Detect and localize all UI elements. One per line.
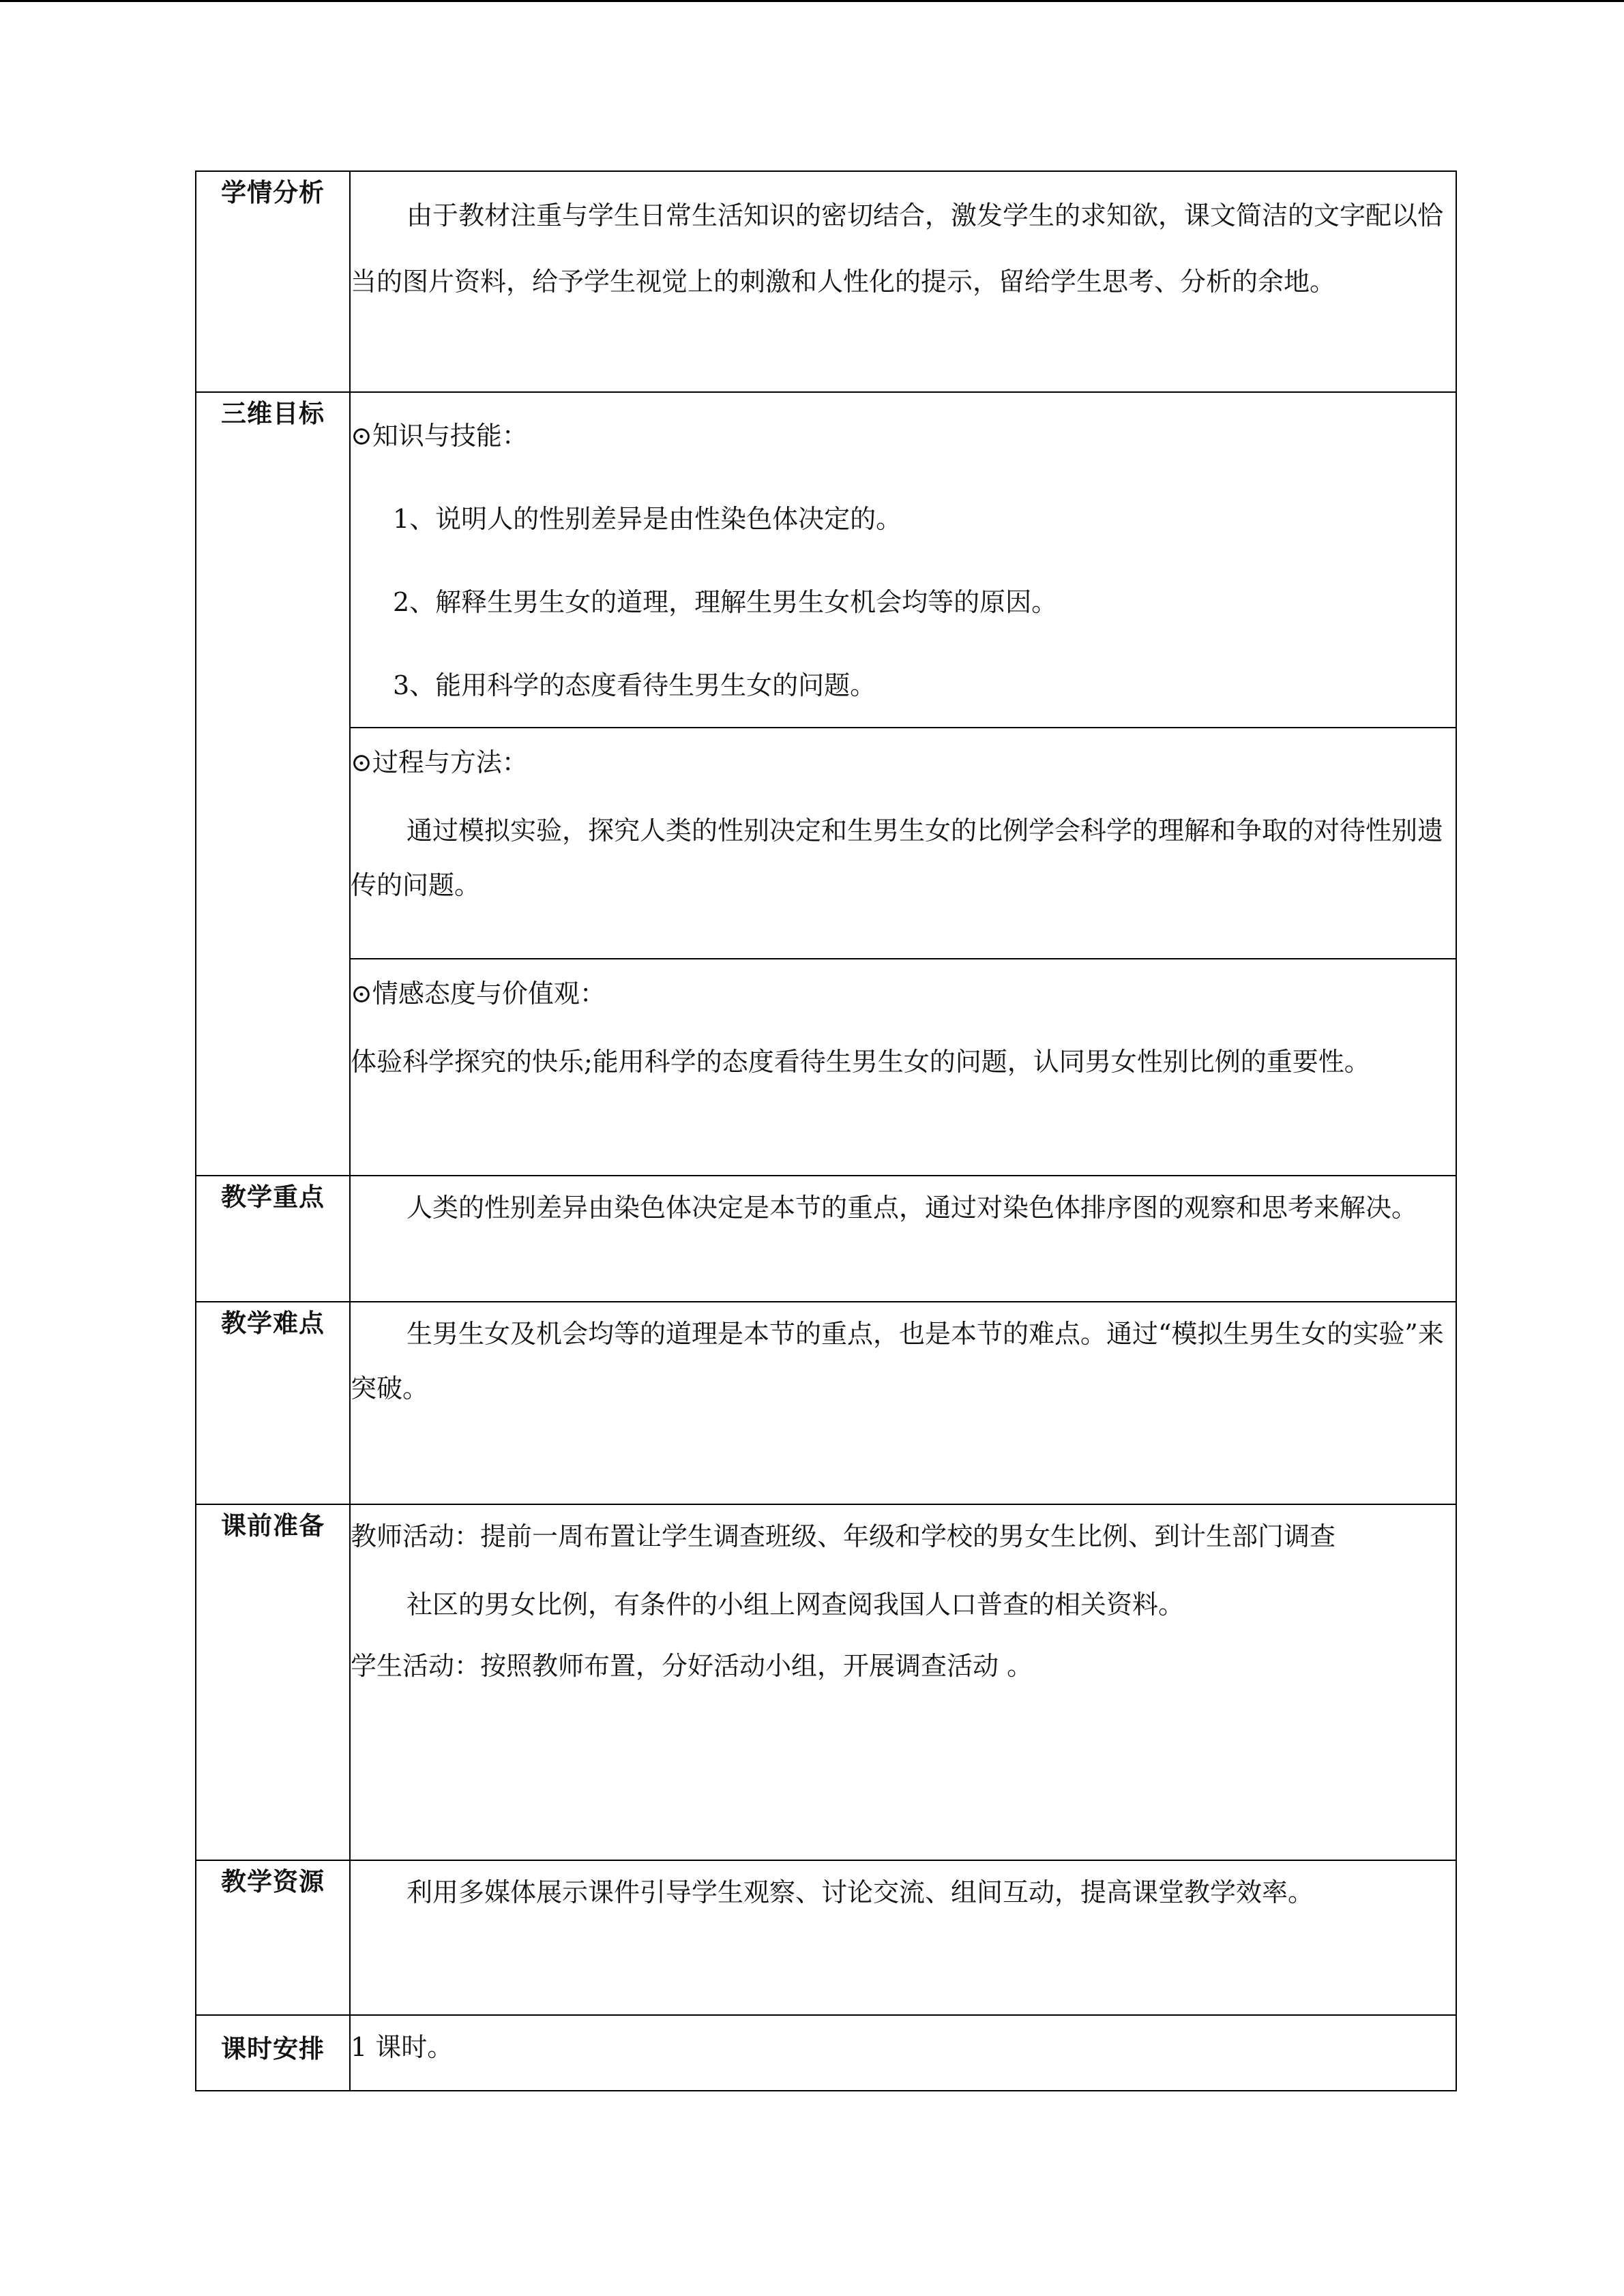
preparation-community-survey: 社区的男女比例，有条件的小组上网查阅我国人口普查的相关资料。 xyxy=(407,1590,1185,1620)
row-label-student-analysis: 学情分析 xyxy=(196,171,350,392)
row-key-points xyxy=(196,1176,1456,1302)
preparation-cell xyxy=(350,1504,1456,1860)
row-label-preparation: 课前准备 xyxy=(196,1504,350,1860)
process-method-cell xyxy=(350,728,1456,959)
schedule-text: 1 课时。 xyxy=(351,2032,454,2062)
row-label-objectives: 三维目标 xyxy=(196,392,350,1176)
student-analysis-text-cell xyxy=(350,171,1456,392)
difficult-points-cell xyxy=(350,1302,1456,1504)
knowledge-skills-cell xyxy=(350,392,1456,728)
schedule-cell xyxy=(350,2015,1456,2091)
emotion-values-heading: ⊙情感态度与价值观： xyxy=(351,979,606,1009)
row-label-schedule: 课时安排 xyxy=(196,2015,350,2091)
row-resources xyxy=(196,1860,1456,2015)
key-points-text: 人类的性别差异由染色体决定是本节的重点，通过对染色体排序图的观察和思考来解决。 xyxy=(407,1193,1418,1223)
key-points-cell xyxy=(350,1176,1456,1302)
knowledge-item-3: 3、能用科学的态度看待生男生女的问题。 xyxy=(393,670,876,700)
row-preparation xyxy=(196,1504,1456,1860)
preparation-student-activity: 学生活动：按照教师布置，分好活动小组，开展调查活动 。 xyxy=(351,1651,1033,1681)
lesson-plan-table xyxy=(195,170,1457,2091)
student-analysis-text: 由于教材注重与学生日常生活知识的密切结合，激发学生的求知欲，课文简洁的文字配以恰当的图片资料，给予学生视觉上的刺激和人性化的提示，留给学生思考、分析的余地。 xyxy=(351,200,1444,297)
knowledge-item-1: 1、说明人的性别差异是由性染色体决定的。 xyxy=(393,504,902,534)
emotion-values-cell xyxy=(350,959,1456,1176)
row-label-resources: 教学资源 xyxy=(196,1860,350,2015)
row-objectives-emotion xyxy=(196,959,1456,1176)
row-difficult-points xyxy=(196,1302,1456,1504)
row-objectives-process xyxy=(196,728,1456,959)
page-top-border xyxy=(0,0,1624,2)
row-objectives-knowledge xyxy=(196,392,1456,728)
knowledge-skills-heading: ⊙知识与技能： xyxy=(351,421,528,451)
knowledge-item-2: 2、解释生男生女的道理，理解生男生女机会均等的原因。 xyxy=(393,587,1058,617)
row-label-key-points: 教学重点 xyxy=(196,1176,350,1302)
row-schedule xyxy=(196,2015,1456,2091)
preparation-teacher-activity: 教师活动：提前一周布置让学生调查班级、年级和学校的男女生比例、到计生部门调查 xyxy=(351,1521,1336,1551)
row-student-analysis xyxy=(196,171,1456,392)
process-method-heading: ⊙过程与方法： xyxy=(351,747,528,777)
resources-text: 利用多媒体展示课件引导学生观察、讨论交流、组间互动，提高课堂教学效率。 xyxy=(407,1877,1314,1907)
row-label-difficult-points: 教学难点 xyxy=(196,1302,350,1504)
difficult-points-text: 生男生女及机会均等的道理是本节的重点，也是本节的难点。通过“模拟生男生女的实验”来突破。 xyxy=(351,1319,1444,1403)
resources-cell xyxy=(350,1860,1456,2015)
process-method-text: 通过模拟实验，探究人类的性别决定和生男生女的比例学会科学的理解和争取的对待性别遗传的问题。 xyxy=(351,816,1444,900)
emotion-values-text: 体验科学探究的快乐;能用科学的态度看待生男生女的问题，认同男女性别比例的重要性。 xyxy=(351,1047,1370,1077)
